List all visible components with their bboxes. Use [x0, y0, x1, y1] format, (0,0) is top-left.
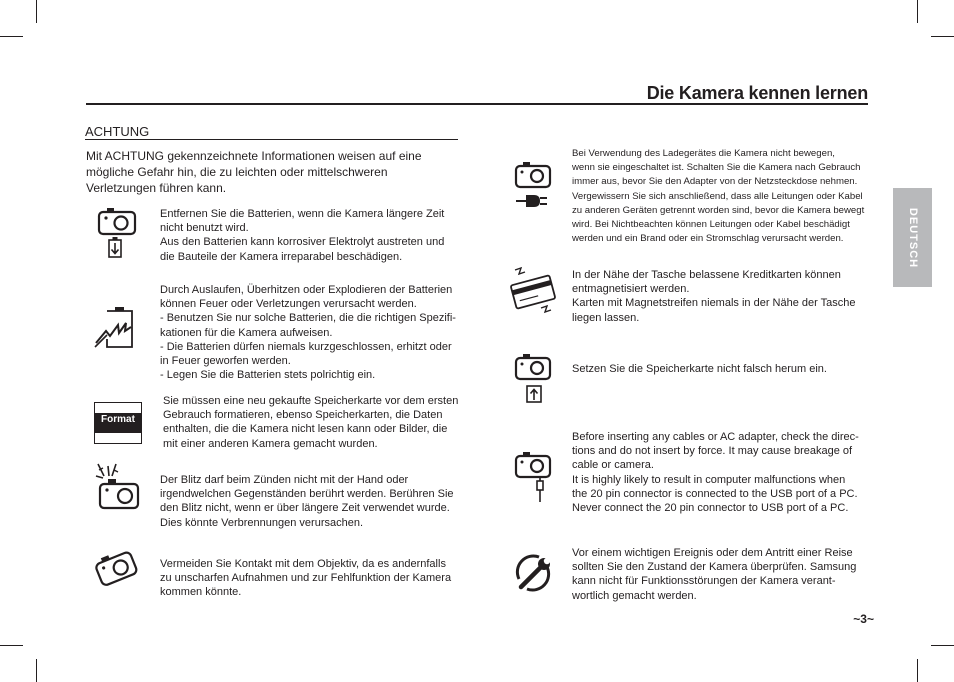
- battery-explosion-icon: [93, 305, 139, 351]
- page-title: Die Kamera kennen lernen: [646, 83, 868, 103]
- right-item-3-text: Setzen Sie die Speicherkarte nicht falsch herum ein.: [572, 363, 827, 375]
- left-item-5-text: Vermeiden Sie Kontakt mit dem Objektiv, da es andernfalls zu unscharfen Aufnahmen und zur Fehlfunktion der Kamera kommen könnte.: [160, 558, 452, 599]
- format-icon-label: Format: [101, 414, 135, 425]
- crop-mark: [0, 36, 23, 37]
- page-number: ~3~: [853, 612, 874, 626]
- left-item-3-text: Sie müssen eine neu gekaufte Speicherkarte vor dem ersten Gebrauch formatieren, ebenso Speicherkarten, die Daten enthalten, die die Kamera nicht lesen kann oder Bilder, die mit einer anderen Kamera gemacht wurden.: [163, 395, 459, 450]
- language-tab: [893, 188, 932, 287]
- camera-battery-icon: [94, 206, 142, 260]
- memory-card-icon: [512, 352, 554, 404]
- crop-mark: [931, 645, 954, 646]
- crop-mark: [36, 0, 37, 23]
- section-rule: [85, 139, 458, 140]
- lens-icon: [94, 548, 140, 590]
- intro-paragraph: Mit ACHTUNG gekennzeichnete Informationen weisen auf eine mögliche Gefahr hin, die zu leichten oder mittelschweren Verletzungen führen kann.: [86, 149, 422, 195]
- right-item-2-text: In der Nähe der Tasche belassene Kreditkarten können entmagnetisiert werden. Karten mit Magnetstreifen niemals in der Nähe der Tasche liegen lassen.: [572, 269, 856, 324]
- wrench-icon: [509, 549, 557, 597]
- right-item-1-text: Bei Verwendung des Ladegerätes die Kamera nicht bewegen, wenn sie eingeschaltet ist. Schalten Sie die Kamera nach Gebrauch immer aus, bevor Sie den Adapter von der Netzsteckdose nehmen. Vergewissern Sie sich anschließend, dass alle Leitungen oder Kabel zu anderen Geräten getrennt worden sind, bevor die Kamera bewegt wird. Bei Nichtbeachten können Leitungen oder Kabel beschädigt werden und ein Brand oder ein Stromschlag verursacht werden.: [572, 148, 865, 245]
- section-heading: ACHTUNG: [85, 124, 150, 139]
- camera-plug-icon: [512, 160, 554, 212]
- usb-cable-icon: [512, 450, 554, 504]
- crop-mark: [917, 0, 918, 23]
- crop-mark: [0, 645, 23, 646]
- title-rule: [86, 103, 868, 105]
- left-item-4-text: Der Blitz darf beim Zünden nicht mit der Hand oder irgendwelchen Gegenständen berührt werden. Berühren Sie den Blitz nicht, wenn er über längere Zeit verwendet wurde. Dies könnte Verbrennungen verursachen.: [160, 474, 454, 529]
- crop-mark: [917, 659, 918, 682]
- left-item-1-text: Entfernen Sie die Batterien, wenn die Kamera längere Zeit nicht benutzt wird. Aus den Batterien kann korrosiver Elektrolyt austreten und die Bauteile der Kamera irreparabel beschädigen.: [160, 208, 445, 263]
- crop-mark: [36, 659, 37, 682]
- format-icon: [94, 402, 142, 444]
- credit-card-icon: [509, 264, 557, 320]
- right-item-5-text: Vor einem wichtigen Ereignis oder dem Antritt einer Reise sollten Sie den Zustand der Kamera überprüfen. Samsung kann nicht für Funktionsstörungen der Kamera verant- wortlich gemacht werden.: [572, 547, 857, 602]
- left-item-2-text: Durch Auslaufen, Überhitzen oder Explodieren der Batterien können Feuer oder Verletzungen verursacht werden. - Benutzen Sie nur solche Batterien, die die richtigen Spezifi- kationen für die Kamera aufweisen. - Die Batterien dürfen niemals kurzgeschlossen, erhitzt oder in Feuer geworfen werden. - Legen Sie die Batterien stets polrichtig ein.: [160, 284, 456, 382]
- crop-mark: [931, 36, 954, 37]
- language-tab-label: DEUTSCH: [906, 207, 919, 268]
- right-item-4-text: Before inserting any cables or AC adapter, check the direc- tions and do not insert by force. It may cause breakage of cable or camera. It is highly likely to result in computer malfunctions when the 20 pin connector is connected to the USB port of a PC. Never connect the 20 pin connector to USB port of a PC.: [572, 431, 859, 515]
- flash-icon: [94, 462, 142, 514]
